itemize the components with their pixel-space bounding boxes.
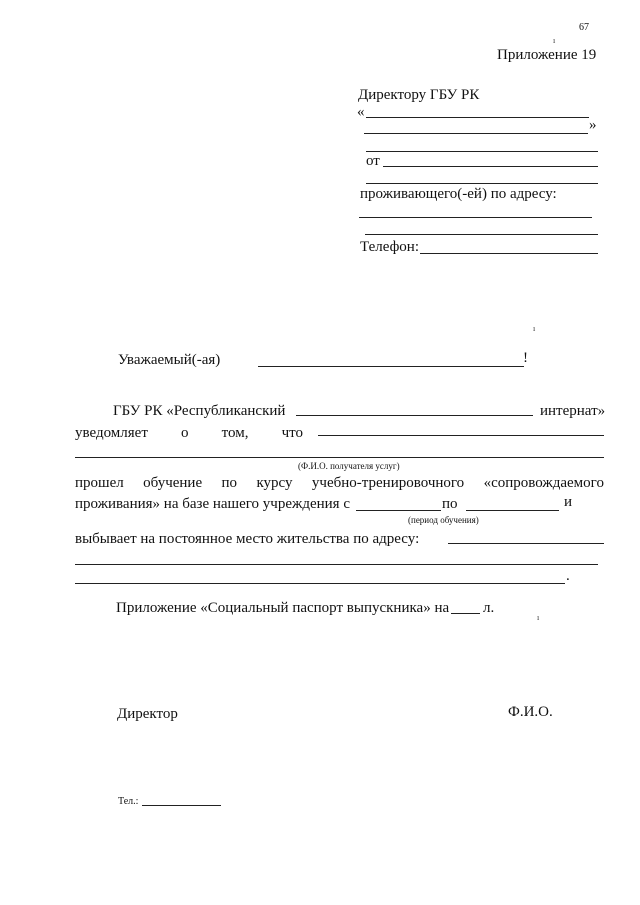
notify-word: что <box>281 425 303 441</box>
appendix-label: Приложение 19 <box>497 47 597 63</box>
course-word: обучение <box>143 475 203 491</box>
period-end-line <box>466 510 559 511</box>
addressee-title: Директору ГБУ РК <box>358 87 480 103</box>
institution-line-1 <box>366 117 589 118</box>
course-word: по <box>221 475 238 491</box>
departure-period: . <box>566 568 570 584</box>
scan-mark: ı <box>533 324 536 333</box>
notify-word: уведомляет <box>75 425 148 441</box>
scan-mark: ı <box>537 613 540 622</box>
period-start-line <box>356 510 441 511</box>
footer-tel-label: Тел.: <box>118 796 139 807</box>
address-line-2 <box>365 234 598 235</box>
notify-word: о <box>181 425 189 441</box>
living-prefix: проживания» на базе нашего учреждения с <box>75 496 350 512</box>
attachment-text: Приложение «Социальный паспорт выпускника» на <box>116 600 450 616</box>
institution-line-3 <box>366 151 598 152</box>
institution-name-line <box>296 415 533 416</box>
living-to: по <box>442 496 458 512</box>
greeting-exclaim: ! <box>523 350 528 366</box>
signature-name: Ф.И.О. <box>508 704 553 720</box>
phone-label: Телефон: <box>360 239 419 255</box>
quote-close: » <box>589 117 597 133</box>
institution-prefix: ГБУ РК «Республиканский <box>113 403 286 419</box>
scan-mark: ı <box>553 36 556 45</box>
recipient-caption: (Ф.И.О. получателя услуг) <box>298 461 400 471</box>
departure-line-2 <box>75 564 598 565</box>
from-name-line-2 <box>366 183 598 184</box>
course-word: прошел <box>75 475 124 491</box>
notify-word: том, <box>221 425 249 441</box>
course-row <box>75 475 604 492</box>
course-word: учебно-тренировочного <box>311 475 465 491</box>
greeting-name-line <box>258 366 524 367</box>
attachment-unit: л. <box>483 600 495 616</box>
quote-open: « <box>357 104 365 120</box>
institution-suffix: интернат» <box>540 403 606 419</box>
notify-row <box>75 425 303 442</box>
residing-label: проживающего(-ей) по адресу: <box>360 186 557 202</box>
course-word: курсу <box>256 475 293 491</box>
living-and: и <box>564 494 573 510</box>
page-number: 67 <box>579 22 589 33</box>
greeting-label: Уважаемый(-ая) <box>118 352 221 368</box>
phone-line <box>420 253 598 254</box>
departure-line <box>448 543 604 544</box>
departure-text: выбывает на постоянное место жительства по адресу: <box>75 531 420 547</box>
from-label: от <box>366 153 380 169</box>
course-word: «сопровождаемого <box>483 475 604 491</box>
recipient-line <box>75 457 604 458</box>
attachment-count-line <box>451 613 480 614</box>
footer-tel-line <box>142 805 221 806</box>
signature-position: Директор <box>117 706 178 722</box>
period-caption: (период обучения) <box>408 515 479 525</box>
notify-line <box>318 435 604 436</box>
departure-line-3 <box>75 583 565 584</box>
address-line-1 <box>359 217 592 218</box>
institution-line-2 <box>364 133 588 134</box>
from-name-line <box>383 166 598 167</box>
